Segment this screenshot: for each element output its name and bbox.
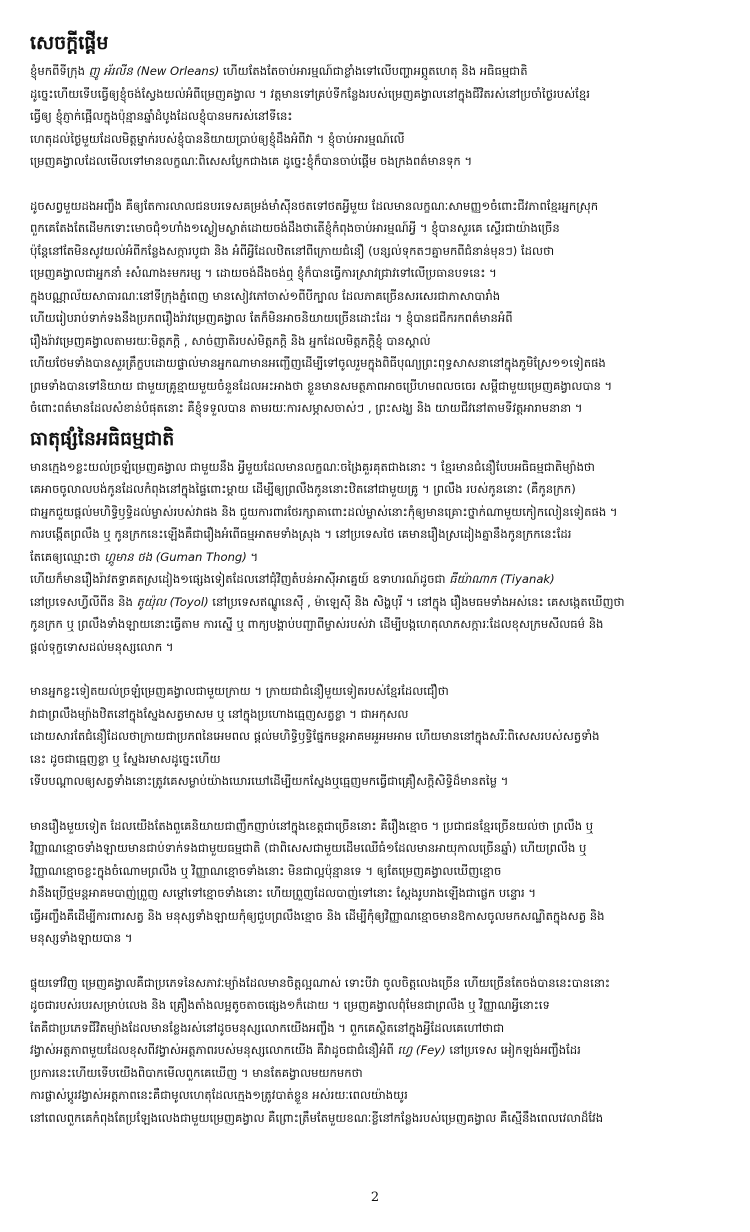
text-line (30, 1017, 720, 1040)
text-line (30, 262, 720, 285)
paragraph (30, 195, 720, 420)
text-line (30, 860, 720, 883)
text-segment: នៅប្រទេសឥណ្ឌូនេស៊ី , ម៉ាឡេស៊ី និង សិង្ហបុរី ។ នៅក្នុង រឿងមធមទាំងអស់នេះ គេសង្កេតឃើញថា (208, 594, 625, 609)
text-segment: នេះ ដូចជាធ្មេញខ្លា ឬ ស្នែងរមាសដូច្នេះហើយ (30, 751, 221, 766)
text-line (30, 217, 720, 240)
paragraph (30, 680, 720, 793)
text-line (30, 352, 720, 375)
paragraph-gap (30, 658, 720, 680)
text-line (30, 770, 720, 793)
text-line (30, 703, 720, 726)
text-segment: ចំពោះពត៌មានដែលសំខាន់បំផុតនោះ គឺខ្ញុំទទួលបាន តាមរយៈការសម្ភាសចាស់ៗ , ព្រះសង្ឃ និង យាយជីវនៅតាមទីវត្តអារាមនានា ។ (30, 401, 583, 415)
text-line (30, 195, 720, 218)
text-line (30, 150, 720, 173)
text-line (30, 725, 720, 748)
section (30, 426, 720, 1130)
text-segment: មនុស្សទាំងឡាយបាន ។ (30, 931, 133, 945)
text-segment: តែគឺជាប្រភេទជីវិតម្យ៉ាងដែលមានខ្លែងរស់នៅដូចមនុស្សលោកយើងអញ្ចឹង ។ ពួកគេស្ថិតនៅក្នុងអ្វីដែលគេហៅថាជា (30, 1020, 505, 1035)
text-line (30, 1039, 720, 1062)
text-segment: មានអ្នកខ្លះទៀតយល់ច្រឡំម្រេញគង្វាលជាមួយក្រាយ ។ ក្រាយជាជំនឿមួយទៀតរបស់ខ្មែរដែលជឿថា (30, 684, 449, 698)
text-segment: គេអាចចូលាលបង់កូនដែលកំពុងនៅក្នុងផ្ទៃពោះម្ដាយ ដើម្បីឲ្យព្រលឹងកូននោះឋិតនៅជាមួយគ្រូ ។ ព្រលឹង របស់កូននោះ (គឺកូនក្រក) (30, 482, 576, 496)
section-heading: សេចក្ដីផ្ដើម (30, 32, 109, 54)
italic-term: ធីយ៉ាណាក (Tiyanak) (449, 572, 555, 586)
italic-term: ហ្គូមាន ថង (Guman Thong) (104, 549, 247, 564)
text-line (30, 128, 720, 151)
text-line (30, 748, 720, 771)
text-line (30, 523, 720, 546)
text-line (30, 375, 720, 398)
text-segment: ផ្ដល់ទុក្ខទោសដល់មនុស្សលោក ។ (30, 639, 174, 654)
text-segment: មានរឿងមួយទៀត ដែលយើងតែងពួគេនិយាយជាញឹកញាប់នៅក្នុងខេត្តជាច្រើននោះ គឺរឿងខ្មោច ។ ប្រជាជនខ្មែរច្រើនយល់ថា ព្រលឹង ឬ (30, 818, 594, 833)
text-segment: ដោយសារតែជំនឿដែលថាក្រាយជាប្រភពនៃអេមពល ផ្ដល់មហិទ្ធិឫទ្ធិផ្នែកមន្តអាគមអួអមអាម ហើយមាននៅក្នុងសរីៈពិសេសរបស់សត្វទាំង (30, 729, 600, 743)
text-line (30, 397, 720, 420)
text-segment: វាជាព្រលឹងម្យ៉ាងឋិតនៅក្នុងស្នែងសត្វមាសម ឬ នៅក្នុងប្រហោងធ្មេញសត្វខ្លា ។ ជាអកុសល (30, 706, 409, 721)
text-line (30, 546, 720, 569)
text-segment: វិញ្ញាណខ្មោចខ្លះក្នុងចំណោមព្រលឹង ឬ វិញ្ញាណខ្មោចទាំងនោះ មិនជាល្អប៉ុន្មានទេ ។ ឲ្យតែម្រេញគង្វាលឃើញខ្មោច (30, 863, 502, 878)
text-segment: ជាអ្នកជួយផ្ដល់មហិទ្ធិឫទ្ធិដល់ម្ចាស់របស់វាផង និង ជួយការពារថែរក្សាគាពោះដល់ម្ចាស់នោះកុំឲ្យមានគ្រោះថ្នាក់ណាមួយកៀកលៀនទៀតផង ។ (30, 504, 618, 519)
text-segment: ប៉ុន្តែនៅតែមិនសូវយល់អំពីកន្លែងសក្ការបូជា និង អំពីអ្វីដែលឋិតនៅពីក្រោយជំនឿ (បន្សល់ទុកតៗគ្នាមកពីជំនាន់មុនៗ) ដែលថា (30, 243, 555, 258)
text-segment: វង្វាស់អត្តភាពមួយដែលខុសពីវង្វាស់អត្តភាពរបស់មនុស្សលោកយើង គឺវាដូចជាជំនឿអំពី (30, 1043, 398, 1057)
text-line (30, 882, 720, 905)
text-line (30, 456, 720, 479)
text-segment: ហើយក៏មានរឿងរ៉ាវតទ្ធាគតស្រដៀង១ផ្សេងទៀតដែលនៅជុំវិញតំបន់អាស៊ីអាគ្នេយ៍ ឧទាហរណ៍ដូចជា (30, 572, 450, 586)
text-segment: ហើយតែងតែចាប់អារម្មណ៍ជាខ្លាំងទៅលើបញ្ហាអព្ភូតហេតុ និង អធិធម្មជាតិ (219, 64, 528, 78)
text-segment: កូនក្រក ឬ ព្រលឹងទាំងឡាយនោះធ្វើតាម ការស្នើ ឬ ពាក្យបង្គាប់បញ្ជាពីម្ចាស់របស់វា ដើម្បីបង្កហេតុលាភសក្ការៈដែលខុសក្រមសីលធម៌ និង (30, 617, 604, 631)
text-segment: នៅពេលពួកគេកំពុងតែប្រឡែងលេងជាមួយម្រេញគង្វាល គឺព្រោះត្រឹមតែមួយខណៈខ្លីនៅកន្លែងរបស់ម្រេញគង្វាល គឺស្មើនឹងពេលវេលាដ៏វែង (30, 1110, 604, 1125)
paragraph (30, 815, 720, 950)
italic-term: ញូ អ័រលីន (New Orleans) (88, 64, 220, 78)
text-line (30, 815, 720, 838)
text-segment: ព្រមទាំងបានទៅនិយាយ ជាមួយគ្រូខ្មាយមួយចំនួនដែលអះអាងថា ខ្លួនមានសមត្ថភាពអាចប្រើហមពលចចេរ សម្ពីជាមួយម្រេញគង្វាលបាន ។ (30, 378, 613, 393)
text-line (30, 905, 720, 928)
text-segment: វិញ្ញាណខ្មោចទាំងឡាយមានជាប់ទាក់ទងជាមួយធម្មជាតិ (ជាពិសេសជាមួយដើមឈើធំ១ដែលមានអាយុកាលច្រើនឆ្នាំ) ហើយព្រលឹង ឬ (30, 841, 587, 855)
paragraph-gap (30, 950, 720, 972)
text-line (30, 972, 720, 995)
text-line (30, 680, 720, 703)
text-segment: ដូច្នេះហើយទើបធ្វើឲ្យខ្ញុំចង់ស្វែងយល់អំពីម្រេញគង្វាល ។ វត្តមានទៅគ្រប់ទីកន្លែងរបស់ម្រេញគង្វាលនៅក្នុងជីវិតរស់នៅប្រចាំថ្ងៃរបស់ខ្មែរ (30, 86, 590, 101)
text-segment: ក្នុងបណ្ណាល័យសាធារណៈនៅទីក្រុងភ្នំពេញ មានសៀវភៅចាស់១ពីបីក្បាល ដែលភាគច្រើនសរសេរជាភាសាបារាំង (30, 288, 501, 303)
text-line (30, 994, 720, 1017)
text-line (30, 478, 720, 501)
text-line (30, 330, 720, 353)
text-line (30, 285, 720, 308)
text-line (30, 1084, 720, 1107)
paragraph (30, 972, 720, 1130)
section (30, 30, 720, 426)
paragraph-gap (30, 173, 720, 195)
text-segment: ផ្ទុយទៅវិញ ម្រេញគង្វាលគឺជាប្រភេទនៃសភាវៈម្យ៉ាងដែលមានចិត្តល្អណាស់ ទោះបីវា ចូលចិត្តលេងច្រើន ហើយច្រើនតែចង់បាននេះបាននោះ (30, 975, 610, 990)
text-segment: ម្រេញគង្វាលដែលមើលទៅមានលក្ខណៈពិសេសប្លែកជាងគេ ដូច្នេះខ្ញុំក៏បានចាប់ផ្ដើម ចងក្រងពត៌មានទុក ។ (30, 154, 473, 168)
text-line (30, 240, 720, 263)
text-segment: ការបង្កើតព្រលឹង ឬ កូនក្រកនេះឡើងគឺជារឿងអំពើធម្មអាតមទាំងស្រុង ។ នៅប្រទេសថៃ គេមានរឿងស្រដៀងគ្នានឹងកូនក្រកនេះដែរ (30, 527, 572, 541)
text-segment: ខ្ញុំមកពីទីក្រុង (30, 64, 89, 78)
text-line (30, 613, 720, 636)
text-segment: ហេតុដល់ថ្ងៃមួយដែលមិត្តម្នាក់របស់ខ្ញុំបាននិយាយប្រាប់ឲ្យខ្ញុំដឹងអំពីវា ។ ខ្ញុំចាប់អារម្មណ៍លើ (30, 131, 405, 146)
text-line (30, 1107, 720, 1130)
section-heading: ធាតុផ្សំនៃអធិធម្មជាតិ (30, 427, 175, 450)
text-segment: រឿងរ៉ាវម្រេញគង្វាលតាមរយៈមិត្តភក្តិ , សាច់ញាតិរបស់មិត្តភក្តិ និង អ្នកដែលមិត្តភក្តិខ្ញុំ បានស្គាល់ (30, 333, 431, 348)
text-segment: ធ្វើឲ្យ ខ្ញុំភ្ញាក់ផ្អើលក្នុងប៉ុន្មានឆ្នាំដំបូងដែលខ្ញុំបានមករស់នៅទីនេះ (30, 109, 293, 123)
text-segment: ដូចសព្វមួយដងអញ្ចឹង គឺឲ្យតែការលាលជនបរទេសគម្រង់មាំសុីនថតទៅថតអ្វីមួយ ដែលមានលក្ខណៈសាមញ្ញ១ចំពោះជីវភាពខ្មែរអ្នកស្រុក (30, 198, 599, 213)
text-segment: វានឹងប្រើថ្មមន្តអាគមបាញ់ព្រួញ សម្ដៅទៅខ្មោចទាំងនោះ ហើយព្រួញដែលបាញ់ទៅនោះ ស្ដែងរូបរាងឡើងជាផ្លេក បន្ទោរ ។ (30, 886, 537, 900)
text-line (30, 837, 720, 860)
page-number: 2 (370, 1190, 380, 1205)
text-segment: ពួកគេតែងតែដើមកទោះមោចជុំ១ហាំង១ស្ងៀមស្ងាត់ដោយចង់ដឹងថាតើខ្ញុំកំពុងចាប់អារម្មណ៍អ្វី ។ ខ្ញុំបានសួរគេ ស្ទើរជាយ៉ាងច្រើន (30, 221, 560, 235)
text-segment: ។ (246, 549, 259, 564)
text-segment: តែគេឲ្យឈ្មោះថា (30, 549, 105, 564)
text-line (30, 591, 720, 614)
text-segment: ការផ្លាស់ប្ដូរវង្វាស់អត្តភាពនេះគឺជាមូលហេតុដែលក្មេង១ត្រូវបាត់ខ្លួន អស់រយៈពេលយ៉ាងយូរ (30, 1088, 408, 1102)
text-segment: ប្រការនេះហើយទើបយើងពិបាកមើលពួកគេឃើញ ។ មានតែគង្វាលមយកមកថា (30, 1065, 363, 1080)
text-segment: ហើយរៀបរាប់ទាក់ទងនឹងប្រភពរឿងរ៉ាវម្រេញគង្វាល តែក៏មិនអាចនិយាយច្រើនដោះដែរ ។ ខ្ញុំបានជជីករកពត៌មានអំពី (30, 311, 513, 325)
text-line (30, 60, 720, 83)
italic-term: តូយ៉ុល (Toyol) (136, 594, 209, 609)
text-segment: នៅប្រទេស អៀកឡង់អញ្ចឹងដែរ (445, 1043, 581, 1057)
text-line (30, 307, 720, 330)
paragraph (30, 456, 720, 659)
paragraph-gap (30, 793, 720, 815)
text-segment: ម្រេញគង្វាលជាអ្នកនាំ ៖សំណាង៖មករម្ស ។ ដោយចង់ដឹងចង់ឮ ខ្ញុំក៏បានធ្វើការស្រាវជ្រាវទៅលើប្រធានបទនេះ ។ (30, 266, 497, 280)
text-segment: មានក្មេង១ខ្លះយល់ច្រឡំម្រេញគង្វាល ជាមួយនឹង អ្វីមួយដែលមានលក្ខណៈចង្រៃគួរគុតជាងនោះ ។ ខ្មែរមានជំនឿបែបអធិធម្មជាតិម្យ៉ាងថា (30, 459, 595, 474)
text-line (30, 568, 720, 591)
text-line (30, 501, 720, 524)
text-line (30, 636, 720, 659)
text-segment: ទើបបណ្ដាលឲ្យសត្វទាំងនោះត្រូវគេសម្លាប់យ៉ាងឃោរឃៅដើម្បីយកស្នែងឬធ្មេញមកធ្វើជាគ្រឿសក្តិសិទ្ធិដ៏មានតម្លៃ ។ (30, 774, 509, 788)
text-line (30, 105, 720, 128)
text-segment: ហើយថែមទាំងបានសួរត្រឹក្ខបដោយផ្ទាល់មានអ្នកណាមានអញ្ជើញដើម្បីទៅចូលរួមក្នុងពិធីបុណ្យព្រះពុទ្ធសាសនានៅក្នុងភូមិស្រែ១១ទៀតផង (30, 356, 606, 370)
text-line (30, 83, 720, 106)
text-segment: នៅប្រទេសហ្វីលីពីន និង (30, 594, 137, 609)
italic-term: ហ្វេ (Fey) (397, 1043, 446, 1057)
text-line (30, 927, 720, 950)
text-segment: ធ្វើអញ្ចឹងគឺដើម្បីការពារសត្វ និង មនុស្សទាំងឡាយកុំឲ្យជួបព្រលឹងខ្មោច និង ដើម្បីកុំឲ្យវិញ្ញាណខ្មោចមានឱកាសចូលមកសណ្ឋិតក្នុងសត្វ និង (30, 908, 605, 923)
document-content (30, 30, 720, 1129)
paragraph (30, 60, 720, 173)
text-segment: ដូចជារបស់របរសម្រាប់លេង និង គ្រឿងតាំងលម្អតូចតាចផ្សេង១ក៏ដោយ ។ ម្រេញគង្វាលពុំមែនជាព្រលឹង ឬ វិញ្ញាណអ្វីនោះទេ (30, 998, 550, 1012)
text-line (30, 1062, 720, 1085)
